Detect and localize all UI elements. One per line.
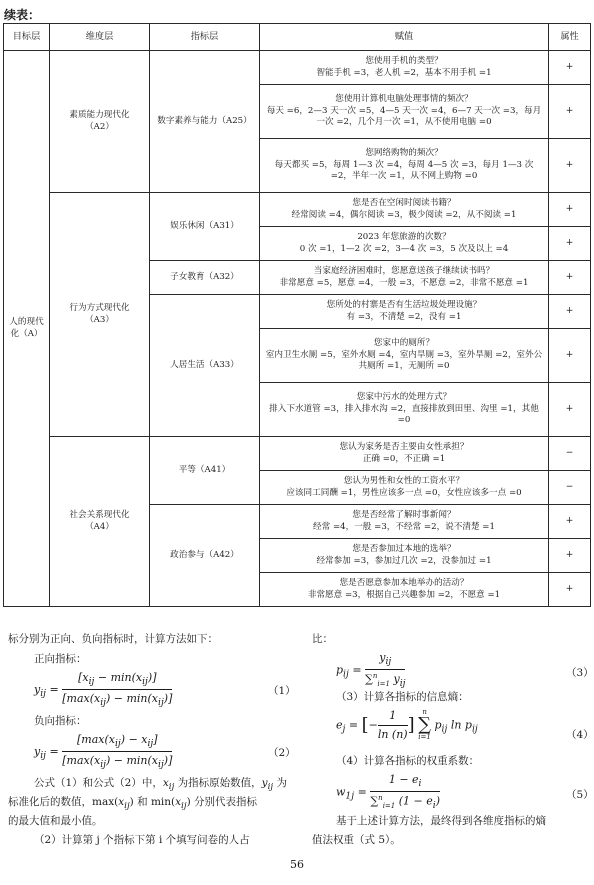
value-cell: 您是否参加过本地的选举？ 经常参加 =3，参加过几次 =2，没参加过 =1 <box>260 539 549 573</box>
value-cell: 您使用手机的类型？ 智能手机 =3，老人机 =2，基本不用手机 =1 <box>260 51 549 85</box>
header-goal: 目标层 <box>4 24 50 51</box>
label-positive: 正向指标： <box>34 653 87 665</box>
paragraph: （3）计算各指标的信息熵： <box>336 691 469 703</box>
value-cell: 您家中污水的处理方式？ 排入下水道管 =3，排入排水沟 =2，直接排放到田里、沟里 =1，其他 =0 <box>260 383 549 437</box>
indicator-cell: 人居生活（A33） <box>150 295 260 437</box>
header-value: 赋值 <box>260 24 549 51</box>
value-cell: 您是否愿意参加本地举办的活动？ 非常愿意 =3，根据自己兴趣参加 =2，不愿意 =1 <box>260 573 549 607</box>
header-attribute: 属性 <box>549 24 591 51</box>
continued-label: 续表： <box>4 8 41 22</box>
header-dimension: 维度层 <box>50 24 150 51</box>
value-cell: 您认为家务是否主要由女性承担？ 正确 =0，不正确 =1 <box>260 437 549 471</box>
eq-number-5: （5） <box>566 789 594 801</box>
value-cell: 您网络购物的频次？ 每天都买 =5，每周 1—3 次 =4，每周 4—5 次 =3，每月 1—3 次 =2，半年一次 =1，从不网上购物 =0 <box>260 139 549 193</box>
paragraph: （2）计算第 j 个指标下第 i 个填写问卷的人占 <box>34 834 250 846</box>
attribute-cell: + <box>549 295 591 329</box>
attribute-cell: + <box>549 539 591 573</box>
attribute-cell: + <box>549 573 591 607</box>
paragraph: 标准化后的数值，$\max(x_{ij})$ 和 $\min(x_{ij})$ 分别代表指标 <box>8 796 257 812</box>
indicator-table <box>3 23 591 607</box>
eq-number-2: （2） <box>268 747 296 759</box>
table-row <box>4 193 591 227</box>
formula-weight: $w_{1j}$ = $\frac{1 - e_i}{\sum^n_{i=1} (1 - e_i)}$ <box>336 773 440 812</box>
attribute-cell: + <box>549 139 591 193</box>
attribute-cell: + <box>549 193 591 227</box>
header-indicator: 指标层 <box>150 24 260 51</box>
attribute-cell: − <box>549 437 591 471</box>
paragraph: （4）计算各指标的权重系数： <box>336 755 480 767</box>
attribute-cell: + <box>549 329 591 383</box>
dimension-cell: 行为方式现代化 （A3） <box>50 193 150 437</box>
value-cell: 您所处的村寨是否有生活垃圾处理设施？ 有 =3，不清楚 =2，没有 =1 <box>260 295 549 329</box>
indicator-cell: 娱乐休闲（A31） <box>150 193 260 261</box>
dimension-cell: 素质能力现代化 （A2） <box>50 51 150 193</box>
paragraph: 值法权重（式 5）。 <box>312 834 401 846</box>
paragraph: 的最大值和最小值。 <box>8 815 103 827</box>
value-cell: 您是否经常了解时事新闻？ 经常 =4，一般 =3，不经常 =2，说不清楚 =1 <box>260 505 549 539</box>
formula-entropy: $e_j$ = [− $\frac{1}{\ln (n)}$ ] n ∑ i=1 $p_{ij}$ $\ln p_{ij}$ <box>336 708 478 742</box>
attribute-cell: + <box>549 227 591 261</box>
value-cell: 您家中的厕所？ 室内卫生水厕 =5，室外水厕 =4，室内旱厕 =3，室外旱厕 =2，室外公共厕所 =1，无厕所 =0 <box>260 329 549 383</box>
attribute-cell: + <box>549 505 591 539</box>
goal-cell: 人的现代化（A） <box>4 51 50 607</box>
value-cell: 当家庭经济困难时，您愿意送孩子继续读书吗？ 非常愿意 =5，愿意 =4，一般 =3，不愿意 =2，非常不愿意 =1 <box>260 261 549 295</box>
label-negative: 负向指标： <box>34 715 87 727</box>
formula-positive: $y_{ij}$ = $\frac{[x_{ij} - \min(x_{ij})]}{[\max(x_{ij}) - \min(x_{ij})]}$ <box>34 671 173 709</box>
attribute-cell: + <box>549 383 591 437</box>
page-number: 56 <box>290 858 304 871</box>
indicator-cell: 子女教育（A32） <box>150 261 260 295</box>
table-header-row <box>4 24 591 51</box>
value-cell: 2023 年您旅游的次数？ 0 次 =1，1—2 次 =2，3—4 次 =3，5 次及以上 =4 <box>260 227 549 261</box>
table-row <box>4 51 591 85</box>
attribute-cell: + <box>549 261 591 295</box>
paragraph: 基于上述计算方法，最终得到各维度指标的熵 <box>336 815 546 827</box>
formula-proportion: $p_{ij}$ = $\frac{y_{ij}}{\sum^n_{i=1} y_{ij}}$ <box>336 651 406 690</box>
dimension-cell: 社会关系现代化 （A4） <box>50 437 150 607</box>
eq-number-4: （4） <box>566 729 594 741</box>
value-cell: 您使用计算机电脑处理事情的频次？ 每天 =6，2—3 天一次 =5，4—5 天一次 =4，6—7 天一次 =3，每月一次 =2，几个月一次 =1，从不使用电脑 =0 <box>260 85 549 139</box>
indicator-cell: 数字素养与能力（A25） <box>150 51 260 193</box>
attribute-cell: + <box>549 85 591 139</box>
eq-number-1: （1） <box>268 685 296 697</box>
value-cell: 您认为男性和女性的工资水平？ 应该同工同酬 =1，男性应该多一点 =0，女性应该多一点 =0 <box>260 471 549 505</box>
eq-number-3: （3） <box>566 667 594 679</box>
attribute-cell: + <box>549 51 591 85</box>
indicator-cell: 平等（A41） <box>150 437 260 505</box>
formula-negative: $y_{ij}$ = $\frac{[\max(x_{ij}) - x_{ij}]}{[\max(x_{ij}) - \min(x_{ij})]}$ <box>34 733 173 771</box>
value-cell: 您是否在空闲时阅读书籍？ 经常阅读 =4，偶尔阅读 =3，极少阅读 =2，从不阅读 =1 <box>260 193 549 227</box>
paragraph: 标分别为正向、负向指标时，计算方法如下： <box>8 633 218 645</box>
paragraph: 比： <box>312 633 333 645</box>
attribute-cell: − <box>549 471 591 505</box>
indicator-cell: 政治参与（A42） <box>150 505 260 607</box>
paragraph: 公式（1）和公式（2）中，$x_{ij}$ 为指标原始数值，$y_{ij}$ 为 <box>34 777 287 793</box>
table-row <box>4 437 591 471</box>
